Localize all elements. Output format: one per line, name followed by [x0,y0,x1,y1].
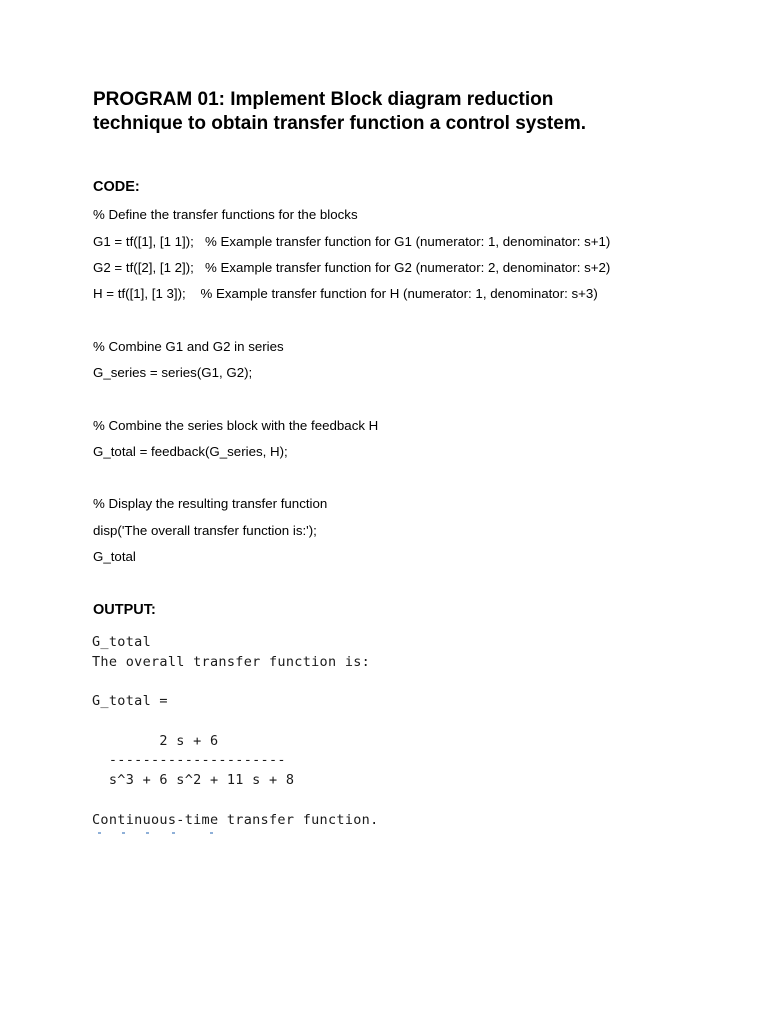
code-line: G2 = tf([2], [1 2]); % Example transfer function for G2 (numerator: 2, denominator: s+2) [93,260,611,275]
program-title [93,88,733,136]
code-line: % Define the transfer functions for the blocks [93,207,358,222]
output-line: Continuous-time transfer function. [92,812,379,828]
output-line: G_total = [92,693,168,709]
code-line: H = tf([1], [1 3]); % Example transfer function for H (numerator: 1, denominator: s+3) [93,286,598,301]
output-line: The overall transfer function is: [92,654,371,670]
code-line: % Combine the series block with the feedback H [93,418,379,433]
code-line: G1 = tf([1], [1 1]); % Example transfer function for G1 (numerator: 1, denominator: s+1) [93,234,611,249]
program-title-line-1: PROGRAM 01: Implement Block diagram reduction [93,89,554,110]
code-line: G_total = feedback(G_series, H); [93,444,288,459]
code-heading: CODE: [93,179,140,195]
program-title-line-2: technique to obtain transfer function a control system. [93,113,586,134]
output-line: s^3 + 6 s^2 + 11 s + 8 [92,772,295,788]
output-line: G_total [92,634,151,650]
code-line: G_series = series(G1, G2); [93,365,253,380]
cropped-text-remnant [92,831,222,837]
code-line: % Combine G1 and G2 in series [93,339,284,354]
code-line: G_total [93,549,136,564]
code-line: disp('The overall transfer function is:'); [93,523,317,538]
output-line: 2 s + 6 [92,733,219,749]
code-line: % Display the resulting transfer function [93,496,328,511]
output-line: --------------------- [92,752,286,768]
output-heading: OUTPUT: [93,602,156,618]
